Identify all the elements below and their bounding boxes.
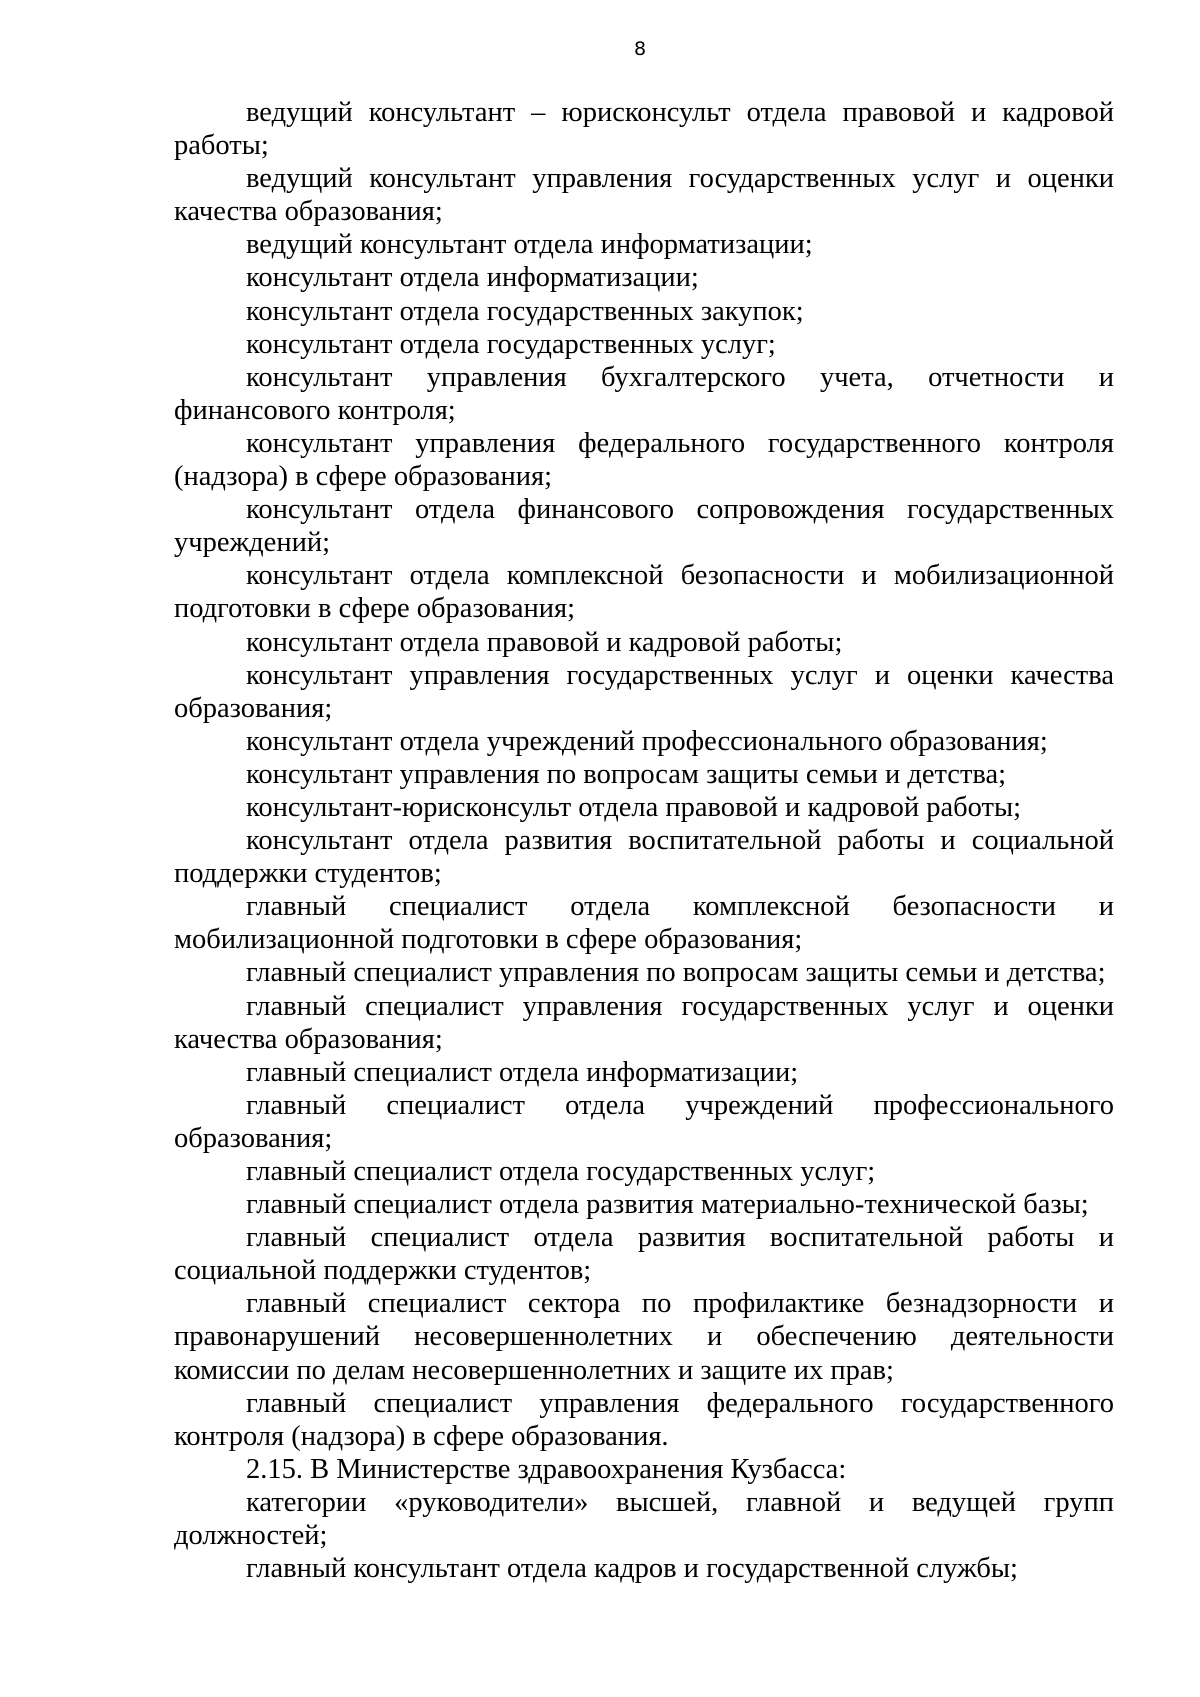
list-item: консультант отдела государственных закупок; [246, 295, 804, 327]
list-item: консультант отдела комплексной безопасности и мобилизационной подготовки в сфере образования; [174, 560, 1114, 625]
list-item: главный специалист отдела комплексной безопасности и мобилизационной подготовки в сфере образования; [174, 891, 1114, 956]
section-heading: 2.15. В Министерстве здравоохранения Кузбасса: [246, 1453, 847, 1485]
list-item: главный специалист отдела информатизации; [246, 1056, 799, 1088]
list-item: главный специалист управления государственных услуг и оценки качества образования; [174, 990, 1114, 1055]
list-item: консультант управления по вопросам защиты семьи и детства; [246, 758, 1007, 790]
list-item: категории «руководители» высшей, главной и ведущей групп должностей; [174, 1486, 1114, 1552]
list-item: главный специалист отдела развития воспитательной работы и социальной поддержки студентов; [174, 1222, 1114, 1287]
list-item: главный специалист управления по вопросам защиты семьи и детства; [246, 957, 1106, 989]
list-item: главный специалист управления федерального государственного контроля (надзора) в сфере образования. [174, 1387, 1114, 1452]
list-item: консультант управления федерального государственного контроля (надзора) в сфере образования; [174, 427, 1114, 493]
list-item: ведущий консультант – юрисконсульт отдела правовой и кадровой работы; [174, 97, 1114, 162]
list-item: ведущий консультант отдела информатизации; [246, 229, 813, 261]
list-item: консультант управления бухгалтерского учета, отчетности и финансового контроля; [174, 361, 1114, 426]
document-body [174, 96, 1114, 1585]
list-item: главный специалист отдела развития материально-технической базы; [246, 1189, 1089, 1221]
list-item: консультант отдела финансового сопровождения государственных учреждений; [174, 494, 1114, 559]
list-item: ведущий консультант управления государственных услуг и оценки качества образования; [174, 163, 1114, 228]
list-item: консультант отдела информатизации; [246, 262, 699, 294]
list-item: главный специалист отдела учреждений профессионального образования; [174, 1089, 1114, 1154]
list-item: главный специалист отдела государственных услуг; [246, 1156, 876, 1187]
list-item: главный специалист сектора по профилактике безнадзорности и правонарушений несовершеннолетних и обеспечению деятельности комиссии по делам несовершеннолетних и защите их прав; [174, 1288, 1114, 1386]
list-item: консультант отдела учреждений профессионального образования; [246, 725, 1048, 757]
list-item: главный консультант отдела кадров и государственной службы; [246, 1553, 1018, 1585]
list-item: консультант отдела развития воспитательной работы и социальной поддержки студентов; [174, 825, 1114, 890]
list-item: консультант отдела государственных услуг; [246, 328, 776, 360]
list-item: консультант отдела правовой и кадровой работы; [246, 626, 843, 658]
list-item: консультант-юрисконсульт отдела правовой и кадровой работы; [246, 791, 1022, 823]
page-number: 8 [633, 38, 647, 60]
list-item: консультант управления государственных услуг и оценки качества образования; [174, 659, 1114, 724]
